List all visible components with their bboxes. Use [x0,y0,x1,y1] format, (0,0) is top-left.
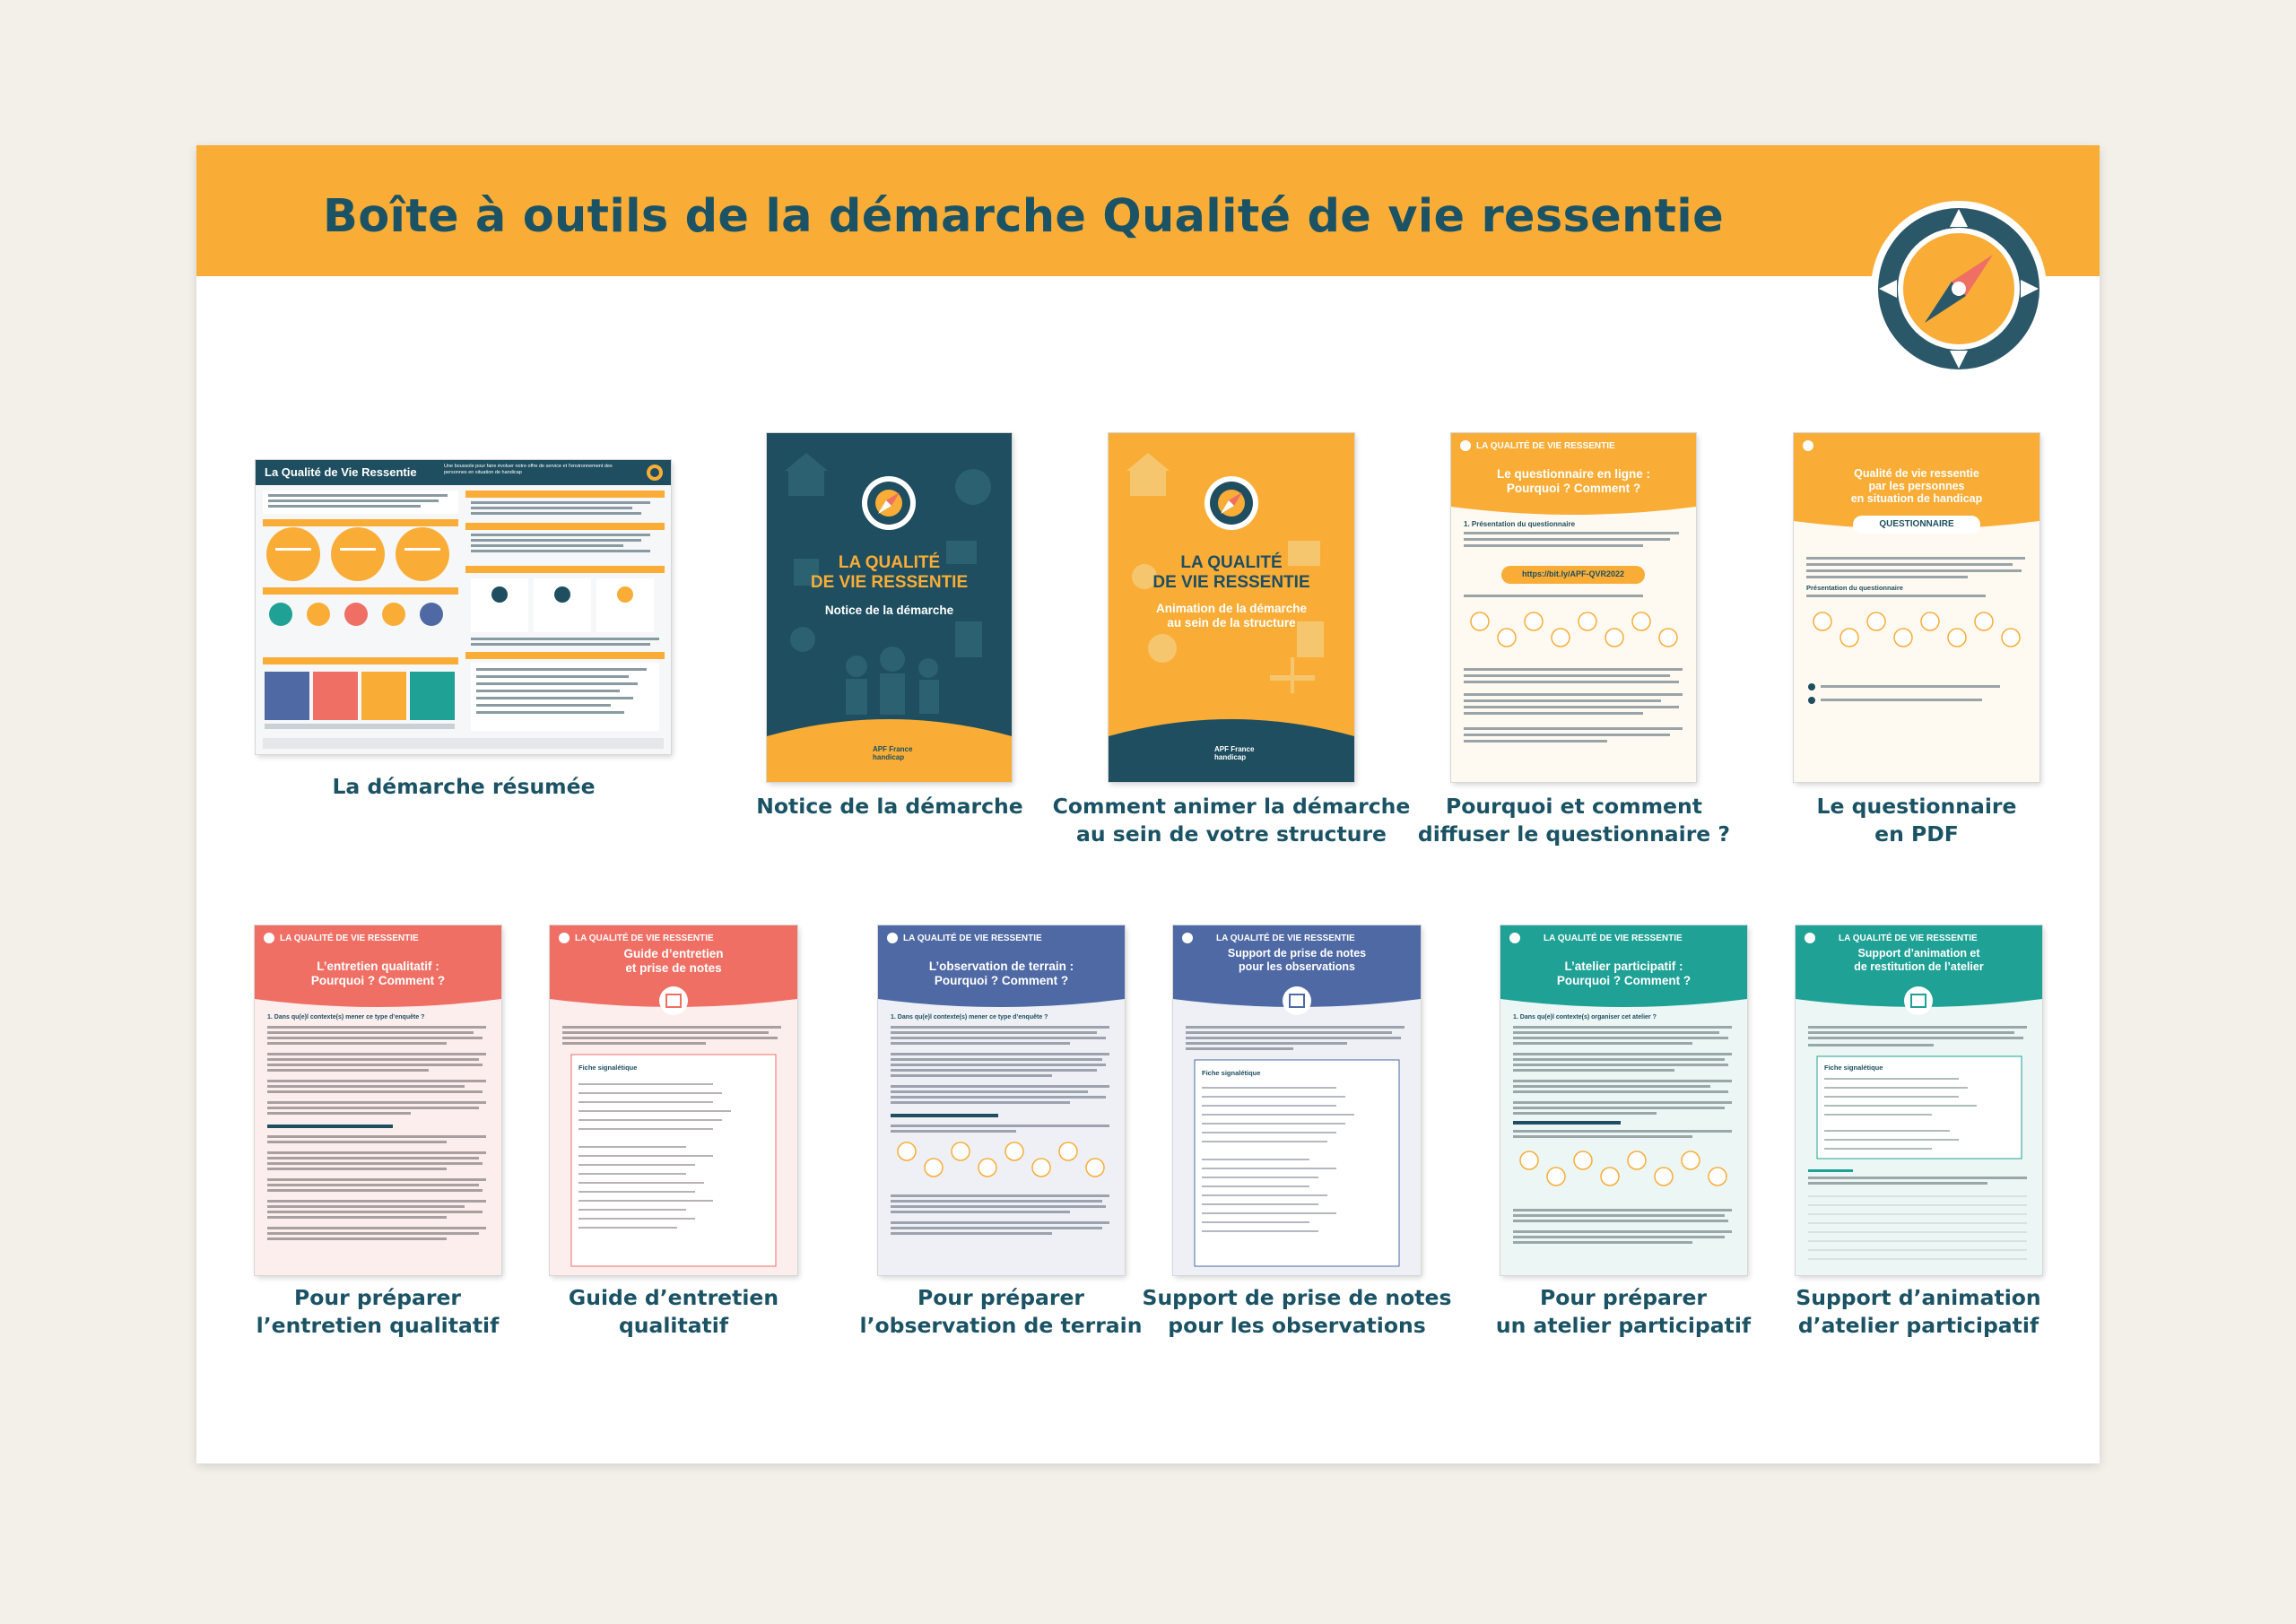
doc-section: Fiche signalétique [1202,1069,1261,1077]
doc-title: Support de prise de notes pour les observations [1227,947,1367,973]
doc-label: LA QUALITÉ DE VIE RESSENTIE [280,934,419,943]
doc-label: LA QUALITÉ DE VIE RESSENTIE [1476,441,1615,451]
page-layout [1173,925,1421,1275]
caption-entretien-qualitatif: Pour préparer l’entretien qualitatif [256,1285,500,1338]
doc-subtitle: Une boussole pour faire évoluer notre offre de service et l'environnement des personnes en situation de handicap [444,464,613,475]
document-prise-notes-observations[interactable] [1173,925,1421,1275]
questionnaire-badge: QUESTIONNAIRE [1879,519,1954,529]
cover-title: LA QUALITÉ DE VIE RESSENTIE [1152,553,1310,592]
caption-guide-entretien: Guide d’entretien qualitatif [568,1285,779,1338]
compass-icon [1869,199,2048,378]
doc-section: 1. Dans qu(e)l contexte(s) organiser cet atelier ? [1513,1014,1657,1020]
doc-label: LA QUALITÉ DE VIE RESSENTIE [575,934,714,943]
caption-diffuser-questionnaire: Pourquoi et comment diffuser le questionnaire ? [1417,794,1731,847]
doc-title: Guide d’entretien et prise de notes [623,947,724,975]
document-questionnaire-pdf[interactable] [1794,433,2039,782]
doc-title: L’atelier participatif : Pourquoi ? Comment ? [1556,960,1692,987]
caption-observation-terrain: Pour préparer l’observation de terrain [859,1285,1143,1338]
page-layout [550,925,797,1275]
caption-animation-demarche: Comment animer la démarche au sein de votre structure [1052,794,1411,847]
document-atelier-participatif[interactable] [1500,925,1747,1275]
document-support-animation-atelier[interactable] [1796,925,2042,1275]
apf-logo: APF France handicap [873,745,913,761]
doc-section: 1. Présentation du questionnaire [1464,520,1576,528]
doc-label: LA QUALITÉ DE VIE RESSENTIE [1839,934,1978,943]
caption-questionnaire-pdf: Le questionnaire en PDF [1816,794,2017,847]
doc-title: La Qualité de Vie Ressentie [265,465,417,479]
doc-label: LA QUALITÉ DE VIE RESSENTIE [1544,934,1683,943]
doc-title: Le questionnaire en ligne : Pourquoi ? Comment ? [1496,467,1651,495]
infographic-layout [256,460,671,754]
doc-title: Qualité de vie ressentie par les personnes en situation de handicap [1850,467,1983,505]
caption-support-animation-atelier: Support d’animation d’atelier participatif [1796,1285,2041,1338]
caption-atelier-participatif: Pour préparer un atelier participatif [1495,1285,1752,1338]
caption-notice-demarche: Notice de la démarche [756,794,1023,819]
document-entretien-qualitatif[interactable] [255,925,501,1275]
document-guide-entretien[interactable] [550,925,797,1275]
doc-section: 1. Dans qu(e)l contexte(s) mener ce type d’enquête ? [267,1014,425,1020]
document-animation-demarche[interactable] [1109,433,1354,782]
doc-section: 1. Dans qu(e)l contexte(s) mener ce type d’enquête ? [891,1014,1048,1020]
doc-title: L’observation de terrain : Pourquoi ? Comment ? [928,960,1074,987]
document-questionnaire-en-ligne[interactable] [1451,433,1696,782]
cover-subtitle: Notice de la démarche [824,604,954,617]
doc-section: Fiche signalétique [578,1064,638,1072]
doc-link: https://bit.ly/APF-QVR2022 [1521,569,1625,578]
doc-section: Présentation du questionnaire [1806,584,1903,592]
caption-demarche-resumee: La démarche résumée [332,774,596,799]
apf-logo: APF France handicap [1214,745,1255,761]
cover-subtitle: Animation de la démarche au sein de la structure [1155,602,1308,630]
cover-title: LA QUALITÉ DE VIE RESSENTIE [810,553,969,592]
caption-prise-notes-observations: Support de prise de notes pour les observations [1142,1285,1452,1338]
doc-section: Fiche signalétique [1824,1064,1883,1072]
document-demarche-resumee[interactable] [256,460,671,754]
doc-title: L’entretien qualitatif : Pourquoi ? Comment ? [310,960,446,987]
doc-label: LA QUALITÉ DE VIE RESSENTIE [903,934,1042,943]
page-title: Boîte à outils de la démarche Qualité de vie ressentie [323,190,1724,243]
document-notice-demarche[interactable] [767,433,1012,782]
doc-title: Support d’animation et de restitution de l’atelier [1854,947,1984,973]
document-observation-terrain[interactable] [878,925,1125,1275]
doc-label: LA QUALITÉ DE VIE RESSENTIE [1216,934,1355,943]
page-layout [1796,925,2042,1275]
